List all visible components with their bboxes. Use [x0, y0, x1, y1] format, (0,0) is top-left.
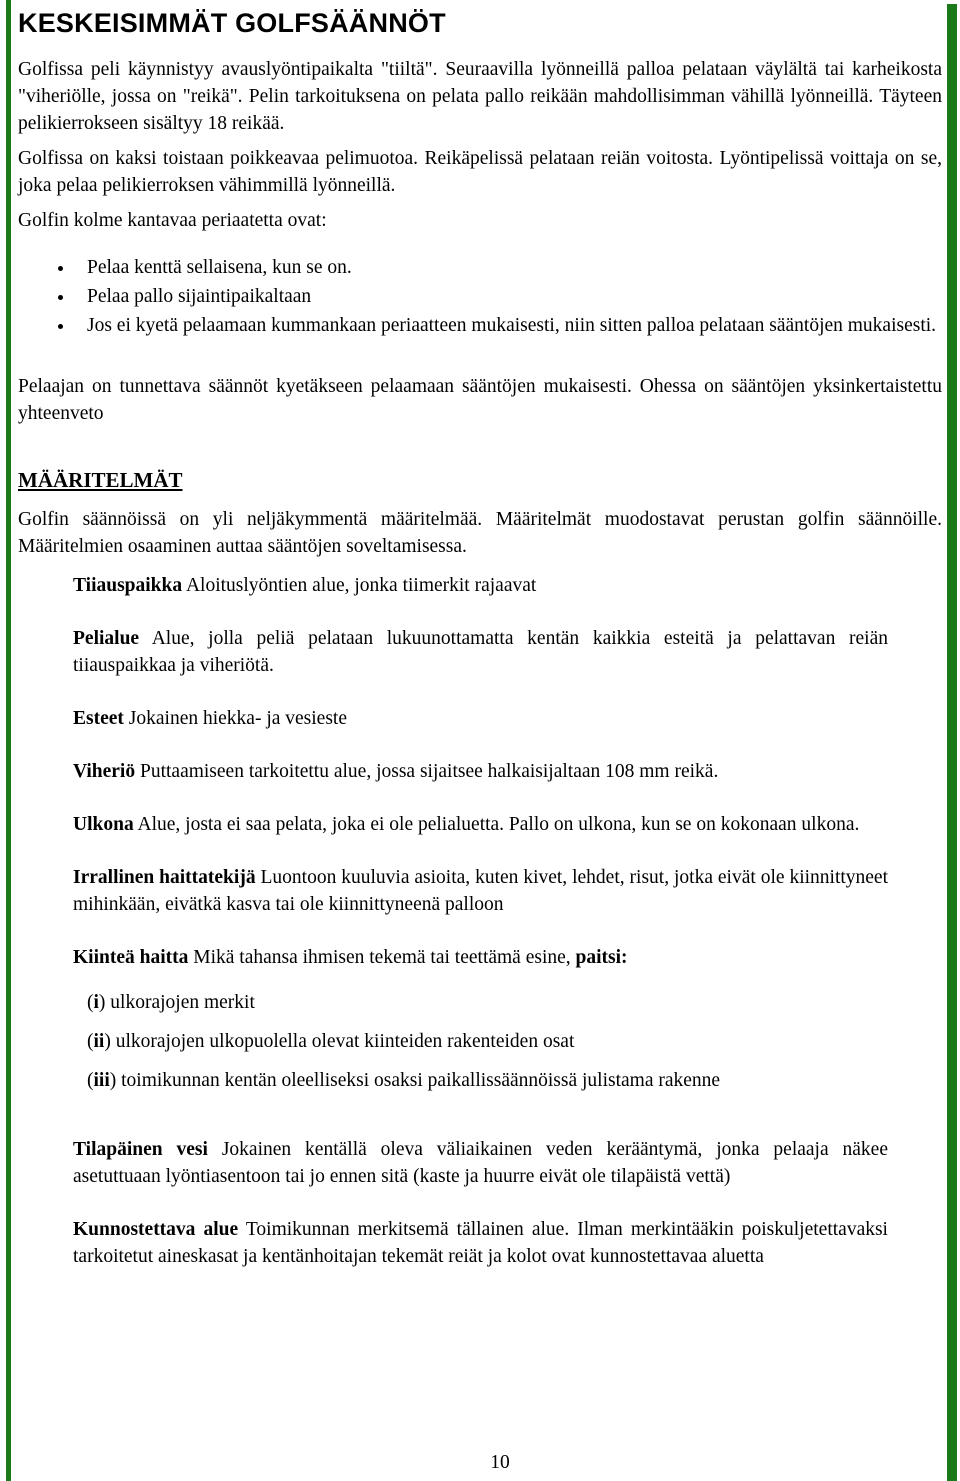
principles-list [18, 254, 942, 341]
definition-item [73, 864, 888, 918]
definitions-intro [18, 506, 942, 560]
definition-text: Puttaamiseen tarkoitettu alue, jossa sijaitsee halkaisijaltaan 108 mm reikä. [135, 761, 719, 782]
definitions-intro-paragraph: Golfin säännöissä on yli neljäkymmentä määritelmää. Määritelmät muodostavat perustan golfin säännöille. Määritelmien osaaminen auttaa sääntöjen soveltamisessa. [18, 509, 942, 557]
definition-text: Jokainen hiekka- ja vesieste [123, 708, 347, 729]
list-item: (iii) toimikunnan kentän oleelliseksi osaksi paikallissäännöissä julistama rakenne [87, 1070, 721, 1091]
definition-term: Tilapäinen vesi [73, 1139, 208, 1160]
list-item: Pelaa kenttä sellaisena, kun se on. [18, 254, 942, 281]
definitions-heading: MÄÄRITELMÄT [18, 468, 183, 492]
summary-paragraph: Pelaajan on tunnettava säännöt kyetäkseen pelaamaan sääntöjen mukaisesti. Ohessa on sääntöjen yksinkertaistettu yhteenveto [18, 376, 942, 424]
definition-text: Alue, josta ei saa pelata, joka ei ole pelialuetta. Pallo on ulkona, kun se on kokonaan ulkona. [133, 814, 860, 835]
definitions-list [73, 572, 888, 1296]
intro-paragraph: Golfissa on kaksi toistaan poikkeavaa pelimuotoa. Reikäpelissä pelataan reiän voitosta. Lyöntipelissä voittaja on se, joka pelaa pelikierroksen vähimmillä lyönneillä. [18, 148, 942, 196]
list-item: (i) ulkorajojen merkit [87, 992, 255, 1013]
definition-text: Toimikunnan merkitsemä tällainen alue. Ilman merkintääkin poiskuljetettavaksi tarkoitetut aineskasat ja kentänhoitajan tekemät reiät ja kolot ovat kunnostettavaa aluetta [73, 1219, 888, 1267]
definition-term: Kiinteä haitta [73, 947, 189, 968]
list-item: Pelaa pallo sijaintipaikaltaan [18, 283, 942, 310]
right-border [947, 4, 957, 1481]
definition-item [73, 758, 888, 785]
definition-term: Pelialue [73, 628, 140, 649]
definition-term: Kunnostettava alue [73, 1219, 239, 1240]
exception-number: i [93, 992, 99, 1013]
exception-text: ulkorajojen ulkopuolella olevat kiinteiden rakenteiden osat [110, 1031, 575, 1052]
exceptions-list [87, 989, 888, 1094]
definition-term: Tiiauspaikka [73, 575, 183, 596]
definition-item [73, 625, 888, 679]
intro-paragraph: Golfin kolme kantavaa periaatetta ovat: [18, 210, 327, 231]
definition-item [73, 1216, 888, 1270]
page-number: 10 [490, 1452, 510, 1473]
left-border [6, 0, 11, 1481]
exception-number: iii [93, 1070, 110, 1091]
list-item: Jos ei kyetä pelaamaan kummankaan periaatteen mukaisesti, niin sitten palloa pelataan sääntöjen mukaisesti. [18, 312, 942, 339]
definition-term: Esteet [73, 708, 124, 729]
definition-exception-label: paitsi: [575, 947, 628, 968]
definition-text: Jokainen kentällä oleva väliaikainen veden kerääntymä, jonka pelaaja näkee asetuttuaan lyöntiasentoon tai jo ennen sitä (kaste ja huurre eivät ole tilapäistä vettä) [73, 1139, 888, 1187]
definition-text: Mikä tahansa ihmisen tekemä tai teettämä esine, [188, 947, 576, 968]
definition-item [73, 811, 888, 838]
list-item: (ii) ulkorajojen ulkopuolella olevat kiinteiden rakenteiden osat [87, 1031, 575, 1052]
intro-paragraph: Golfissa peli käynnistyy avauslyöntipaikalta "tiiltä". Seuraavilla lyönneillä palloa pelataan väylältä tai karheikosta "viheriölle, jossa on "reikä". Pelin tarkoituksena on pelata pallo reikään mahdollisimman vähillä lyönneillä. Täyteen pelikierrokseen sisältyy 18 reikää. [18, 59, 942, 134]
definition-item [73, 1136, 888, 1190]
definition-item [73, 944, 888, 971]
exception-text: toimikunnan kentän oleelliseksi osaksi paikallissäännöissä julistama rakenne [116, 1070, 721, 1091]
definition-text: Alue, jolla peliä pelataan lukuunottamatta kentän kaikkia esteitä ja pelattavan reiän tiiauspaikkaa ja viheriötä. [73, 628, 888, 676]
definition-term: Irrallinen haittatekijä [73, 867, 256, 888]
summary-note [18, 373, 942, 427]
exception-number: ii [93, 1031, 105, 1052]
intro-section [18, 56, 942, 242]
definition-text: Luontoon kuuluvia asioita, kuten kivet, lehdet, risut, jotka eivät ole kiinnittyneet mihinkään, eivätkä kasva tai ole kiinnittyneenä palloon [73, 867, 889, 915]
definition-text: Aloituslyöntien alue, jonka tiimerkit rajaavat [182, 575, 537, 596]
definition-term: Viheriö [73, 761, 136, 782]
page-title: KESKEISIMMÄT GOLFSÄÄNNÖT [18, 8, 446, 38]
definition-item [73, 705, 888, 732]
exception-text: ulkorajojen merkit [105, 992, 255, 1013]
definition-item [73, 572, 888, 599]
definition-term: Ulkona [73, 814, 134, 835]
